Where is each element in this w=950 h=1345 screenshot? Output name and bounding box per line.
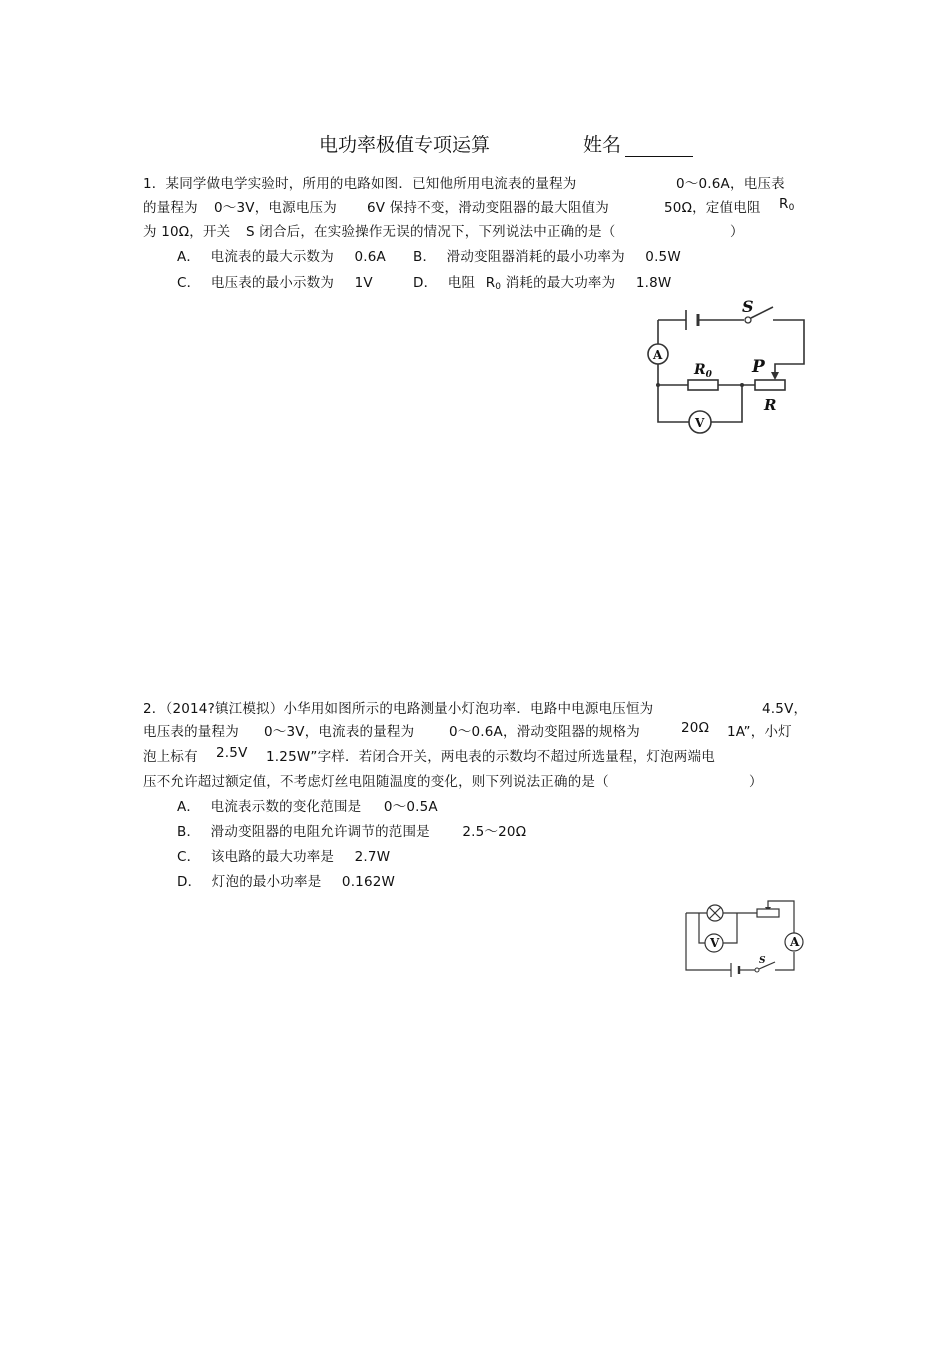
q2-switch-label: S xyxy=(759,956,766,966)
q1-switch-label: S xyxy=(742,297,754,316)
q2-switch-pivot xyxy=(755,968,759,972)
q1-circuit-diagram xyxy=(640,294,810,434)
q2-line2c: 0～0.6A，滑动变阻器的规格为 xyxy=(449,724,640,740)
q1-line1: 1．某同学做电学实验时，所用的电路如图．已知他所用电流表的量程为 xyxy=(143,176,577,192)
q1-ammeter-label: A xyxy=(653,348,663,362)
name-field[interactable] xyxy=(583,130,693,157)
q1-wire-left-bottom xyxy=(658,364,690,422)
q1-rheostat-r xyxy=(755,380,785,390)
q1-line3c: ） xyxy=(730,224,744,240)
q1-line1-value: 0～0.6A，电压表 xyxy=(676,176,785,192)
q2-circuit-diagram xyxy=(683,895,813,980)
q2-line4b: ） xyxy=(749,774,763,790)
q2-line3b: 2.5V xyxy=(216,745,248,761)
q1-switch-pivot xyxy=(745,317,751,323)
q2-wire-voltmeter-right xyxy=(723,913,737,943)
name-label: 姓名 xyxy=(583,134,622,156)
q2-option-b: B． 滑动变阻器的电阻允许调节的范围是 2.5～20Ω xyxy=(177,824,527,840)
q1-option-c: C． 电压表的最小示数为 1V xyxy=(177,275,373,291)
q2-option-a: A． 电流表示数的变化范围是 0～0.5A xyxy=(177,799,438,815)
q2-line2b: 0～3V，电流表的量程为 xyxy=(264,724,415,740)
q1-line3b: S 闭合后，在实验操作无误的情况下，下列说法中正确的是（ xyxy=(246,224,616,240)
q1-voltmeter-label: V xyxy=(695,416,705,430)
page-title: 电功率极值专项运算 xyxy=(319,134,491,156)
q1-line3a: 为 10Ω，开关 xyxy=(143,224,231,240)
q1-resistor-r0 xyxy=(688,380,718,390)
q2-line3a: 泡上标有 xyxy=(143,749,198,765)
q1-line2b: 0～3V，电源电压为 xyxy=(214,200,337,216)
q1-option-d: D． 电阻 $R_0$ 消耗的最大功率为 1.8W xyxy=(413,275,672,292)
q2-wire-voltmeter-left xyxy=(699,913,705,943)
q1-switch-blade[interactable] xyxy=(751,307,773,318)
q2-line3c: 1.25W”字样．若闭合开关，两电表的示数均不超过所选量程，灯泡两端电 xyxy=(266,749,715,765)
q1-slider-arrow xyxy=(771,372,779,380)
q1-line2c: 6V 保持不变，滑动变阻器的最大阻值为 xyxy=(367,200,609,216)
q2-line1a: 2．（2014?镇江模拟）小华用如图所示的电路测量小灯泡功率．电路中电源电压恒为 xyxy=(143,701,654,717)
q2-option-d: D． 灯泡的最小功率是 0.162W xyxy=(177,874,396,890)
q1-option-a: A． 电流表的最大示数为 0.6A xyxy=(177,249,386,265)
name-blank[interactable] xyxy=(625,140,693,157)
q2-line2a: 电压表的量程为 xyxy=(143,724,239,740)
q1-r0-label: $R_0$ xyxy=(694,362,712,380)
q2-line2d: 20Ω xyxy=(681,720,710,736)
q2-ammeter-label: A xyxy=(790,935,800,949)
q2-voltmeter-label: V xyxy=(710,936,720,950)
q2-line1b: 4.5V， xyxy=(762,701,808,717)
q1-line2e: $R_0$ xyxy=(779,196,795,213)
q2-line2e: 1A”，小灯 xyxy=(727,724,792,740)
q2-rheostat xyxy=(757,909,779,917)
q2-wire-bottom-right xyxy=(775,952,794,970)
q2-option-c: C． 该电路的最大功率是 2.7W xyxy=(177,849,391,865)
q1-option-a-label: A． xyxy=(177,249,201,265)
q1-line2d: 50Ω，定值电阻 xyxy=(664,200,761,216)
q1-line2a: 的量程为 xyxy=(143,200,198,216)
q1-option-b: B． 滑动变阻器消耗的最小功率为 0.5W xyxy=(413,249,681,265)
q1-p-label: P xyxy=(752,357,765,377)
q1-r-label: R xyxy=(764,396,777,414)
q2-line4a: 压不允许超过额定值，不考虑灯丝电阻随温度的变化，则下列说法正确的是（ xyxy=(143,774,609,790)
q1-wire-right xyxy=(773,320,804,376)
